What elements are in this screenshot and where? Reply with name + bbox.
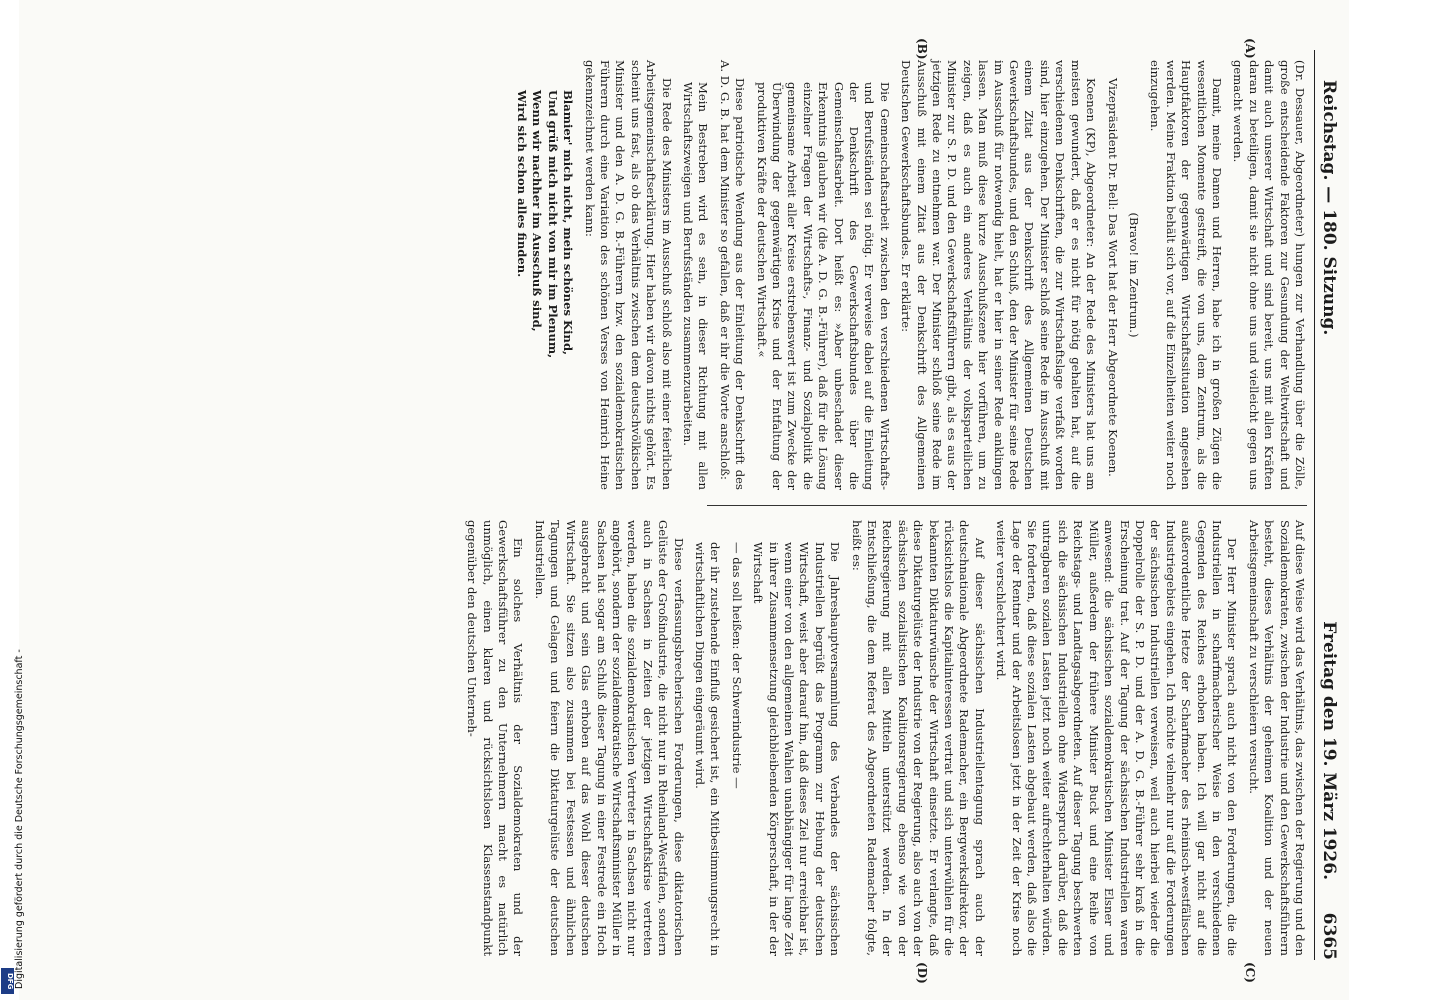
quotation: Mein Bestreben wird es sein, in dieser Richtung mit allen Wirtschaftszweigen und Berufsständen zusammenzuarbeiten. bbox=[680, 82, 711, 490]
verse-line: Blamier' mich nicht, mein schönes Kind, bbox=[561, 90, 576, 356]
paragraph: (Dr. Dessauer, Abgeordneter) hungen zur Verhandlung über die Zölle, große entscheidende Faktoren zur Gesundung der Weltwirtschaft und damit auch unserer Wirtschaft und sind bereit, uns mit allen Kräften daran zu beteiligen, damit sie nicht ohne uns und vielleicht gegen uns gemacht werden. bbox=[1231, 60, 1307, 490]
paragraph-speaker-koenen: Koenen (KP), Abgeordneter: An der Rede des Ministers hat uns am meisten gewundert, daß er es nicht für nötig gehalten hat, auf die verschiedenen Denkschriften, die zur Wirtschaftslage verfaßt worden sind, hier einzugehen. Der Minister schloß seine Rede im Ausschuß mit einem Zitat aus der Denkschrift des Allgemeinen Deutschen Gewerkschaftsbundes, und den Schluß, den der Minister für seine Rede im Ausschuß für notwendig hielt, hat er hier in seiner Rede anklingen lassen. Man muß diese kurze Ausschußszene hier vorführen, um zu zeigen, daß es auch ein anderes Verhältnis der volksparteilichen Minister zur S. P. D. und den Gewerkschaftsführern gibt, als es aus der jetzigen Rede zu entnehmen war. Der Minister schloß seine Rede im Ausschuß mit einem Zitat aus der Denkschrift des Allgemeinen Deutschen Gewerkschaftsbundes. Er erklärte: bbox=[899, 60, 1099, 490]
dfg-logo: DFG bbox=[1, 968, 14, 994]
margin-marker-c: (C) bbox=[1243, 962, 1257, 983]
document-page bbox=[19, 0, 1349, 1000]
paragraph: Auf diese Weise wird das Verhältnis, das zwischen der Regierung und den Sozialdemokraten, zwischen der Industrie und den Gewerkschaftsführern besteht, dieses Verhältnis der geheimen Koalition und der neuen Arbeitsgemeinschaft zu verschleiern versucht. bbox=[1246, 520, 1307, 956]
paragraph: Die Rede des Ministers im Ausschuß schloß also mit einer feierlichen Arbeitsgemeinschaftserklärung. Hier haben wir davon nichts gehört. Es scheint uns fast, als ob das Verhältnis zwischen dem deutschvölkischen Minister und den A. D. G. B.-Führern hzw. den sozialdemokratischen Führern durch eine Variation des schönen Verses von Heinrich Heine gekennzeichnet werden kann: bbox=[582, 60, 674, 490]
applause-note: (Bravo! im Zentrum.) bbox=[1126, 212, 1141, 338]
verse-line: Und grüß mich nicht von mir im Plenum, bbox=[545, 90, 560, 359]
verse-line: Wird sich schon alles finden. bbox=[514, 90, 529, 278]
header-session: Reichstag. — 180. Sitzung. bbox=[1319, 80, 1339, 336]
right-column bbox=[458, 520, 1307, 956]
credit-text: Digitalisierung gefördert durch die Deutsche Forschungsgemeinschaft - bbox=[14, 649, 25, 989]
interjection: — das soll heißen: der Schwerindustrie — bbox=[729, 542, 744, 789]
margin-marker-b: (B) bbox=[915, 38, 929, 60]
quotation: Die Jahreshauptversammlung des Verbandes der sächsischen Industriellen begrüßt das Programm zur Hebung der deutschen Wirtschaft, weist aber darauf hin, daß dieses Ziel nur erreichbar ist, wenn einer von den allgemeinen Wahlen unabhängiger für lange Zeit in ihrer Zusammensetzung gleichbleibenden Körperschaft, in der der Wirtschaft bbox=[751, 542, 843, 956]
page-header bbox=[1314, 50, 1341, 960]
paragraph: Diese patriotische Wendung aus der Einleitung der Denkschrift des A. D. G. B. hat dem Minister so gefallen, daß er ihr die Worte anschloß: bbox=[717, 60, 748, 490]
digitization-credit bbox=[2, 610, 25, 1000]
verse-line: Wenn wir nachher im Ausschuß sind, bbox=[530, 90, 545, 332]
paragraph-speaker-intro: Vizepräsident Dr. Bell: Das Wort hat der Herr Abgeordnete Koenen. bbox=[1105, 78, 1120, 477]
paragraph: Diese verfassungsbrecherischen Forderungen, diese diktatorischen Gelüste der Großindustrie, die nicht nur in Rheinland-Westfalen, sondern auch in Sachsen in Zeiten der jetzigen Wirtschaftskrise vertreten werden, haben die sozialdemokratischen Vertreter in Sachsen nicht nur angehört, sondern der sozialdemokratische Wirtschaftsminister Müller in Sachsen hat sogar am Schluß dieser Tagung in einer Festrede ein Hoch ausgebracht und sein Glas erhoben auf das Wohl dieser deutschen Wirtschaft. Sie sitzen also zusammen bei Festessen und ähnlichen Tagungen und Gelagen und feiern die Diktaturgelüste der deutschen Industriellen. bbox=[532, 520, 686, 956]
quotation: Die Gemeinschaftsarbeit zwischen den verschiedenen Wirtschafts- und Berufsständen sei nötig. Er verweise dabei auf die Einleitung der Denkschrift des Gewerkschaftsbundes über die Gemeinschaftsarbeit. Dort heißt es: »Aber unbeschadet dieser Erkenntnis glauben wir (die A. D. G. B.-Führer), daß für die Lösung einzelner Fragen der Wirtschafts-, Finanz- und Sozialpolitik die gemeinsame Arbeit aller Kreise erstrebenswert ist zum Zwecke der Überwindung der gegenwärtigen Krise und der Entfaltung der produktiven Kräfte der deutschen Wirtschaft.« bbox=[754, 82, 892, 490]
paragraph: Ein solches Verhältnis der Sozialdemokraten und der Gewerkschaftsführer zu den Unternehmern macht es natürlich unmöglich, einen klaren und rücksichtslosen Klassenstandpunkt gegenüber den deutschen Unterneh- bbox=[465, 520, 526, 956]
header-date: Freitag den 19. März 1926. bbox=[1319, 621, 1339, 880]
margin-marker-a: (A) bbox=[1243, 38, 1257, 59]
margin-marker-d: (D) bbox=[915, 962, 929, 984]
left-column bbox=[506, 60, 1308, 490]
paragraph: Auf dieser sächsischen Industriellentagung sprach auch der deutschnationale Abgeordnete Rademacher, ein Bergwerksdirektor, der rücksichtslos die Kapitalinteressen vertrat und sich unterwühlen für die bekannten Diktaturwünsche der Wirtschaft einsetzte. Er verlangte, daß diese Diktaturgelüste der Industrie von der Regierung, also auch von der sächsischen sozialistischen Koalitionsregierung ebenso wie von der Reichsregierung mit allen Mitteln unterstützt werden. In der Entschließung, die dem Referat des Abgeordneten Rademacher folgte, heißt es: bbox=[849, 520, 987, 956]
column-divider bbox=[707, 505, 1307, 506]
paragraph: Damit, meine Damen und Herren, habe ich in großen Zügen die wesentlichen Momente gestreift, die von uns, dem Zentrum, als die Hauptfaktoren der gegenwärtigen Wirtschaftssituation angesehen werden. Meine Fraktion behält sich vor, auf die Einzelheiten weiter noch einzugehen. bbox=[1148, 60, 1224, 490]
paragraph: Der Herr Minister sprach auch nicht von den Forderungen, die die Industriellen in scharfmacherischer Weise in den verschiedenen Gegenden des Reiches erhoben haben. Ich will gar nicht auf die außerordentliche Hetze der Scharfmacher des rheinisch-westfälischen Industriegebiets eingehen. Ich möchte vielmehr nur auf die Forderungen der sächsischen Industriellen verweisen, weil auch hierbei wieder die Doppelrolle der S. P. D. und der A. D. G. B.-Führer sehr kraß in die Erscheinung trat. Auf der Tagung der sächsischen Industriellen waren anwesend: die sächsischen sozialdemokratischen Minister Elsner und Müller, außerdem der frühere Minister Buck und eine Reihe von Reichstags- und Landtagsabgeordneten. Auf dieser Tagung beschwerten sich die sächsischen Industriellen ohne Widerspruch darüber, daß die untragbaren sozialen Lasten jetzt noch weiter aufrechterhalten würden. Sie forderten, daß diese sozialen Lasten abgebaut werden, daß also die Lage der Rentner und der Arbeitslosen jetzt in der Zeit der Krise noch weiter verschlechtert wird. bbox=[994, 520, 1240, 956]
quotation: der ihr zustehende Einfluß gesichert ist, ein Mitbestimmungsrecht in wirtschaftlichen Dingen eingeräumt wird. bbox=[692, 542, 723, 956]
page-number: 6365 bbox=[1319, 912, 1339, 960]
verse-block bbox=[514, 90, 576, 490]
